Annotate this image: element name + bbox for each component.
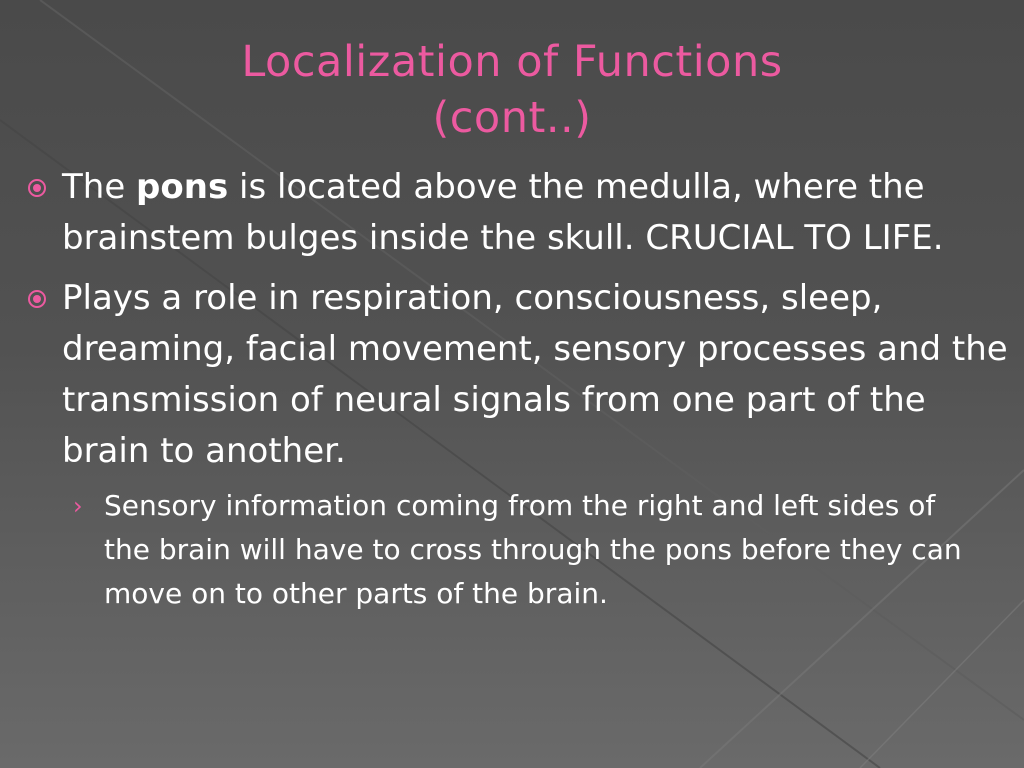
bullet-item-pons bbox=[24, 162, 1009, 264]
bullet-list bbox=[24, 162, 1009, 616]
bullet-text-after: is located above the medulla, where the brainstem bulges inside the skull. CRUCIAL TO LIFE. bbox=[62, 167, 944, 258]
sub-bullet-item-sensory bbox=[73, 484, 984, 616]
bullet-text: Plays a role in respiration, consciousness, sleep, dreaming, facial movement, sensory processes and the transmission of neural signals from one part of the brain to another. bbox=[62, 278, 1008, 471]
target-circle-icon bbox=[27, 178, 47, 198]
slide-title-line-2: (cont..) bbox=[432, 93, 592, 143]
bullet-item-roles bbox=[24, 273, 1009, 477]
bullet-text-before: The bbox=[62, 167, 137, 207]
target-circle-icon bbox=[27, 289, 47, 309]
sub-bullet-text: Sensory information coming from the right and left sides of the brain will have to cross through the pons before they can move on to other parts of the brain. bbox=[104, 489, 962, 610]
bullet-bold-term: pons bbox=[136, 167, 229, 207]
slide-title-line-1: Localization of Functions bbox=[241, 37, 783, 87]
slide-title bbox=[0, 34, 1024, 146]
chevron-right-icon: › bbox=[73, 492, 83, 520]
